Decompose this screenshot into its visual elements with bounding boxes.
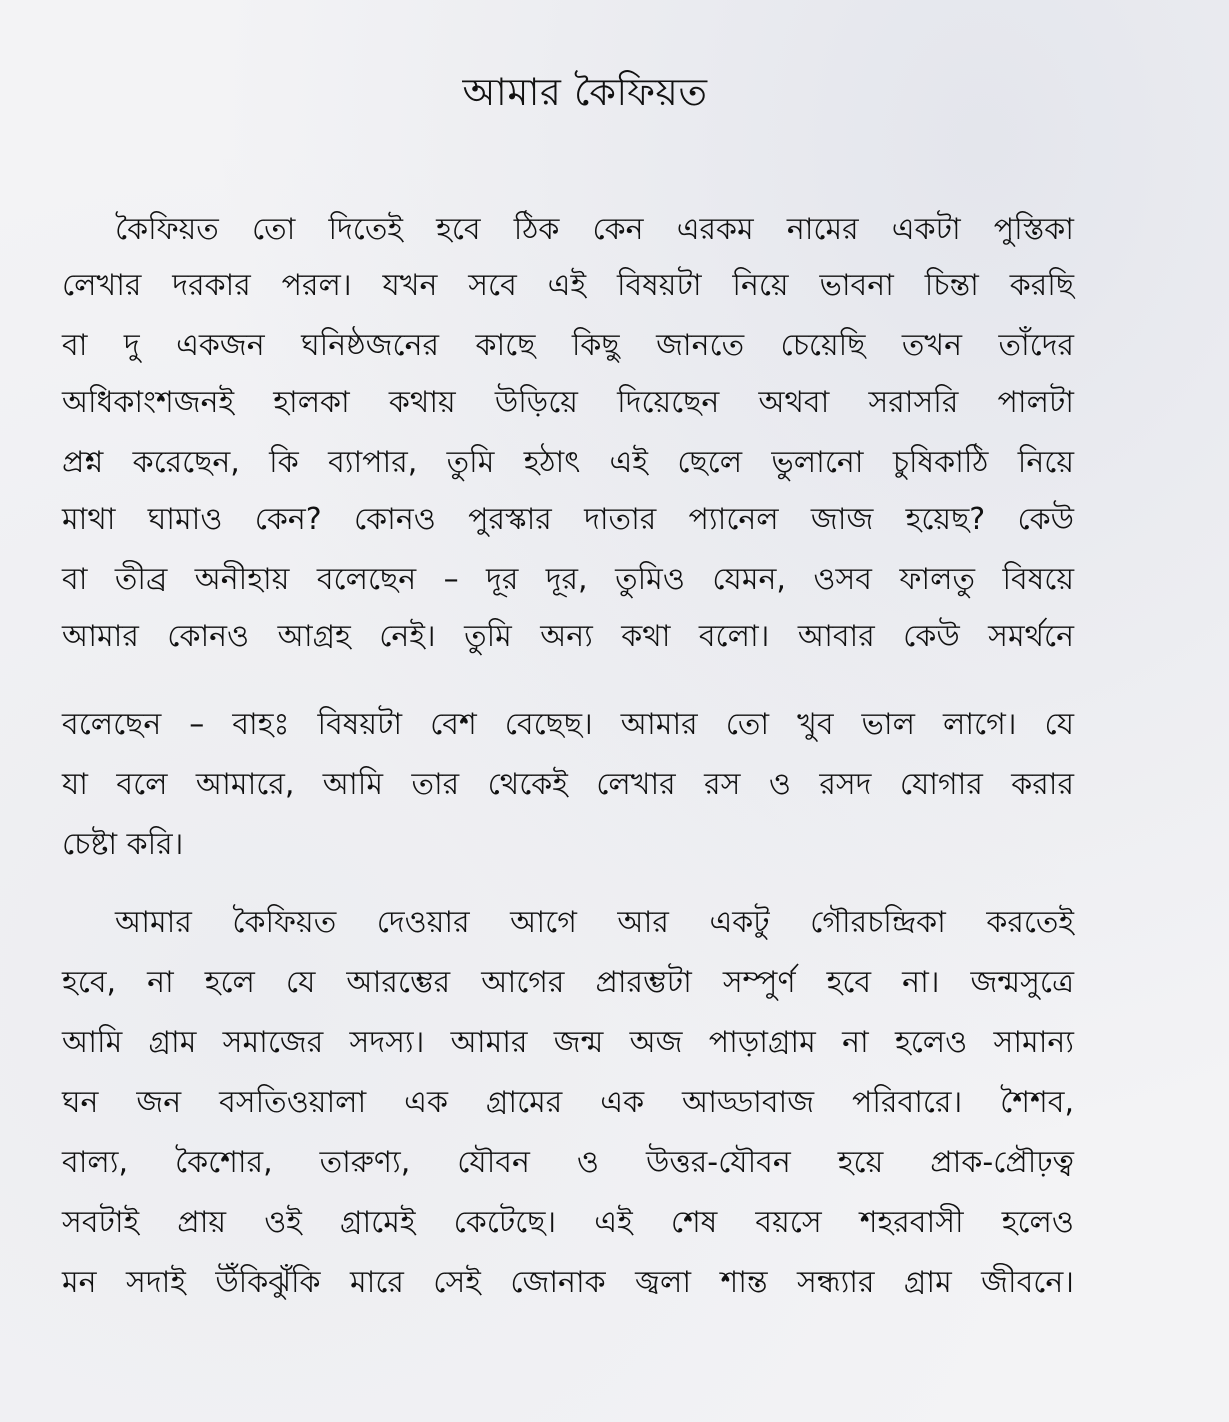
text-line: অধিকাংশজনই হালকা কথায় উড়িয়ে দিয়েছেন অথবা সরাসরি পালটা bbox=[62, 385, 1074, 420]
text-line: ঘন জন বসতিওয়ালা এক গ্রামের এক আড্ডাবাজ পরিবারে। শৈশব, bbox=[62, 1085, 1074, 1120]
text-line: মন সদাই উঁকিঝুঁকি মারে সেই জোনাক জ্বলা শান্ত সন্ধ্যার গ্রাম জীবনে। bbox=[62, 1265, 1074, 1300]
text-line: প্রশ্ন করেছেন, কি ব্যাপার, তুমি হঠাৎ এই ছেলে ভুলানো চুষিকাঠি নিয়ে bbox=[62, 445, 1074, 480]
text-line: আমার কোনও আগ্রহ নেই। তুমি অন্য কথা বলো। আবার কেউ সমর্থনে bbox=[62, 619, 1074, 654]
text-line: লেখার দরকার পরল। যখন সবে এই বিষয়টা নিয়ে ভাবনা চিন্তা করছি bbox=[62, 268, 1074, 303]
text-line: বা দু একজন ঘনিষ্ঠজনের কাছে কিছু জানতে চেয়েছি তখন তাঁদের bbox=[62, 328, 1074, 363]
page-title: আমার কৈফিয়ত bbox=[462, 70, 708, 114]
text-line: কৈফিয়ত তো দিতেই হবে ঠিক কেন এরকম নামের একটা পুস্তিকা bbox=[115, 212, 1074, 247]
text-line: যা বলে আমারে, আমি তার থেকেই লেখার রস ও রসদ যোগার করার bbox=[62, 767, 1074, 802]
text-line: মাথা ঘামাও কেন? কোনও পুরস্কার দাতার প্যানেল জাজ হয়েছ? কেউ bbox=[62, 502, 1074, 537]
text-line: হবে, না হলে যে আরম্ভের আগের প্রারম্ভটা সম্পুর্ণ হবে না। জন্মসুত্রে bbox=[62, 965, 1074, 1000]
text-line: চেষ্টা করি। bbox=[62, 827, 184, 862]
text-line: বাল্য, কৈশোর, তারুণ্য, যৌবন ও উত্তর-যৌবন হয়ে প্রাক-প্রৌঢ়ত্ব bbox=[62, 1145, 1074, 1180]
text-line: বলেছেন – বাহঃ বিষয়টা বেশ বেছেছ। আমার তো খুব ভাল লাগে। যে bbox=[62, 707, 1074, 742]
text-line: আমার কৈফিয়ত দেওয়ার আগে আর একটু গৌরচন্দ্রিকা করতেই bbox=[115, 905, 1074, 940]
text-line: সবটাই প্রায় ওই গ্রামেই কেটেছে। এই শেষ বয়সে শহরবাসী হলেও bbox=[62, 1205, 1074, 1240]
text-line: বা তীব্র অনীহায় বলেছেন – দূর দূর, তুমিও যেমন, ওসব ফালতু বিষয়ে bbox=[62, 562, 1074, 597]
text-line: আমি গ্রাম সমাজের সদস্য। আমার জন্ম অজ পাড়াগ্রাম না হলেও সামান্য bbox=[62, 1025, 1074, 1060]
